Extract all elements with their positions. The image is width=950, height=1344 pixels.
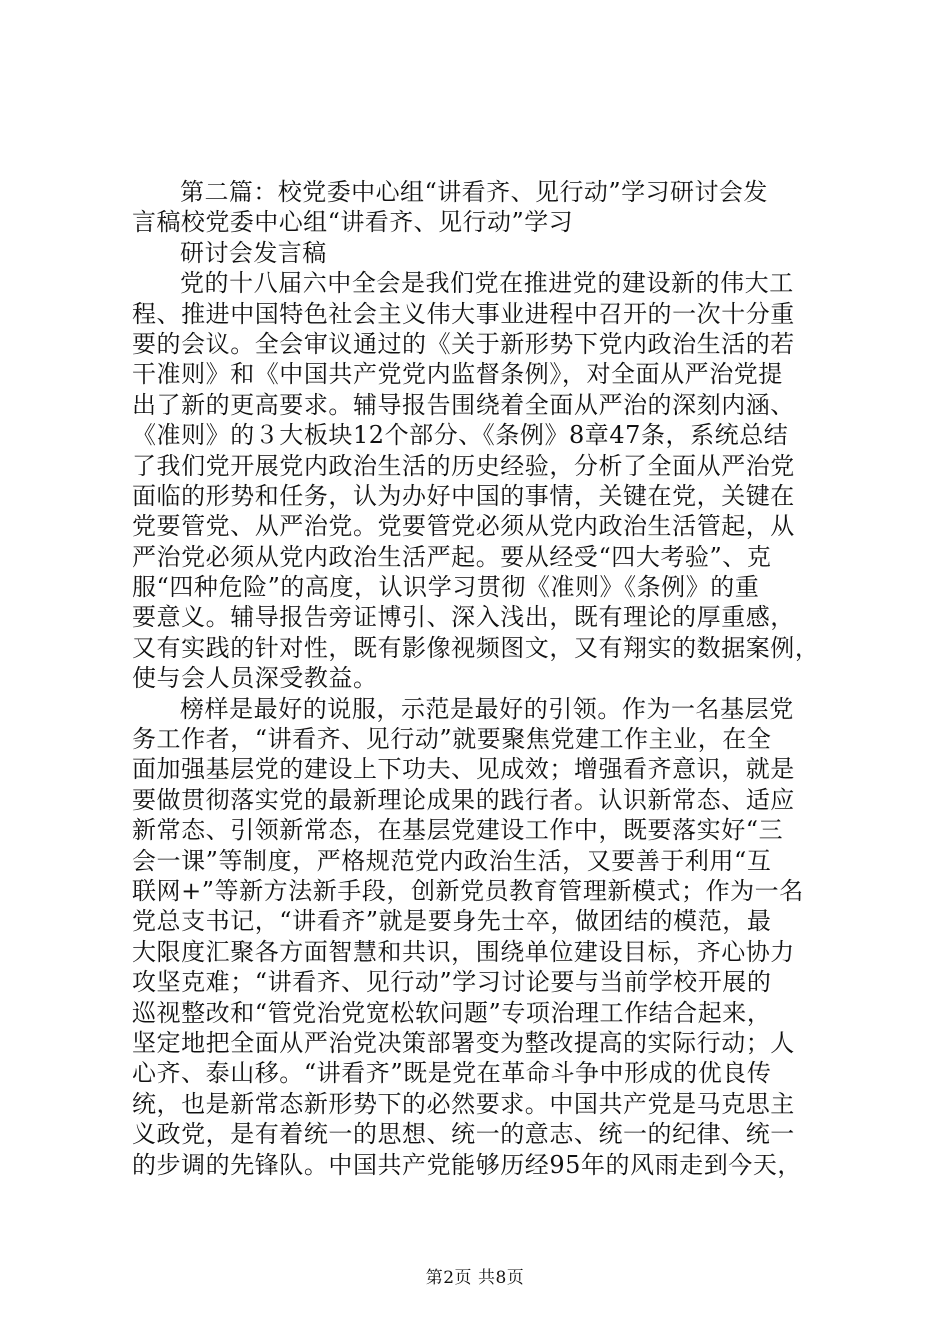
paragraph-2-line: 面加强基层党的建设上下功夫、见成效；增强看齐意识，就是: [132, 755, 795, 784]
paragraph-2-line: 新常态、引领新常态，在基层党建设工作中，既要落实好“三: [132, 816, 784, 845]
document-title-line-3: 研讨会发言稿: [180, 238, 327, 267]
paragraph-1-line: 服“四种危险”的高度，认识学习贯彻《准则》《条例》的重: [132, 573, 760, 602]
paragraph-1-line: 了我们党开展党内政治生活的历史经验，分析了全面从严治党: [132, 451, 795, 480]
paragraph-1-line: 严治党必须从党内政治生活严起。要从经受“四大考验”、克: [132, 542, 772, 571]
paragraph-2-line: 坚定地把全面从严治党决策部署变为整改提高的实际行动；人: [132, 1028, 795, 1057]
paragraph-1: [132, 268, 822, 693]
paragraph-2-line: 心齐、泰山移。“讲看齐”既是党在革命斗争中形成的优良传: [132, 1059, 772, 1088]
paragraph-1-line: 《准则》的３大板块12个部分、《条例》8章47条，系统总结: [132, 421, 789, 450]
paragraph-2-line: 巡视整改和“管党治党宽松软问题”专项治理工作结合起来，: [132, 998, 772, 1027]
paragraph-2-line: 攻坚克难；“讲看齐、见行动”学习讨论要与当前学校开展的: [132, 968, 772, 997]
paragraph-1-line: 使与会人员深受教益。: [132, 664, 378, 693]
paragraph-1-line: 出了新的更高要求。辅导报告围绕着全面从严治的深刻内涵、: [132, 390, 795, 419]
page-number-footer: 第2页 共8页: [425, 1268, 525, 1288]
paragraph-1-line: 程、推进中国特色社会主义伟大事业进程中召开的一次十分重: [132, 299, 795, 328]
paragraph-2-line: 统，也是新常态新形势下的必然要求。中国共产党是马克思主: [132, 1089, 795, 1118]
paragraph-1-line: 干准则》和《中国共产党党内监督条例》，对全面从严治党提: [132, 360, 783, 389]
paragraph-2-line: 义政党，是有着统一的思想、统一的意志、统一的纪律、统一: [132, 1120, 795, 1149]
paragraph-2-line: 大限度汇聚各方面智慧和共识，围绕单位建设目标，齐心协力: [132, 937, 795, 966]
document-title-line-2: 言稿校党委中心组“讲看齐、见行动”学习: [132, 208, 574, 237]
paragraph-2-line: 榜样是最好的说服，示范是最好的引领。作为一名基层党: [180, 694, 794, 723]
paragraph-2-line: 务工作者，“讲看齐、见行动”就要聚焦党建工作主业，在全: [132, 725, 772, 754]
paragraph-1-line: 党的十八届六中全会是我们党在推进党的建设新的伟大工: [180, 269, 794, 298]
paragraph-2-line: 党总支书记，“讲看齐”就是要身先士卒，做团结的模范，最: [132, 907, 772, 936]
paragraph-1-line: 要的会议。全会审议通过的《关于新形势下党内政治生活的若: [132, 329, 795, 358]
paragraph-1-line: 又有实践的针对性，既有影像视频图文，又有翔实的数据案例，: [132, 633, 820, 662]
paragraph-2-line: 要做贯彻落实党的最新理论成果的践行者。认识新常态、适应: [132, 785, 795, 814]
document-title-line-1: 第二篇：校党委中心组“讲看齐、见行动”学习研讨会发: [180, 178, 768, 206]
paragraph-2-line: 的步调的先锋队。中国共产党能够历经95年的风雨走到今天，: [132, 1150, 802, 1179]
paragraph-2: [132, 694, 822, 1180]
paragraph-1-line: 要意义。辅导报告旁证博引、深入浅出，既有理论的厚重感，: [132, 603, 795, 632]
document-body: [132, 177, 822, 1180]
paragraph-2-line: 联网+”等新方法新手段，创新党员教育管理新模式；作为一名: [132, 876, 804, 905]
paragraph-1-line: 面临的形势和任务，认为办好中国的事情，关键在党，关键在: [132, 481, 795, 510]
paragraph-2-line: 会一课”等制度，严格规范党内政治生活，又要善于利用“互: [132, 846, 772, 875]
paragraph-1-line: 党要管党、从严治党。党要管党必须从党内政治生活管起，从: [132, 512, 795, 541]
